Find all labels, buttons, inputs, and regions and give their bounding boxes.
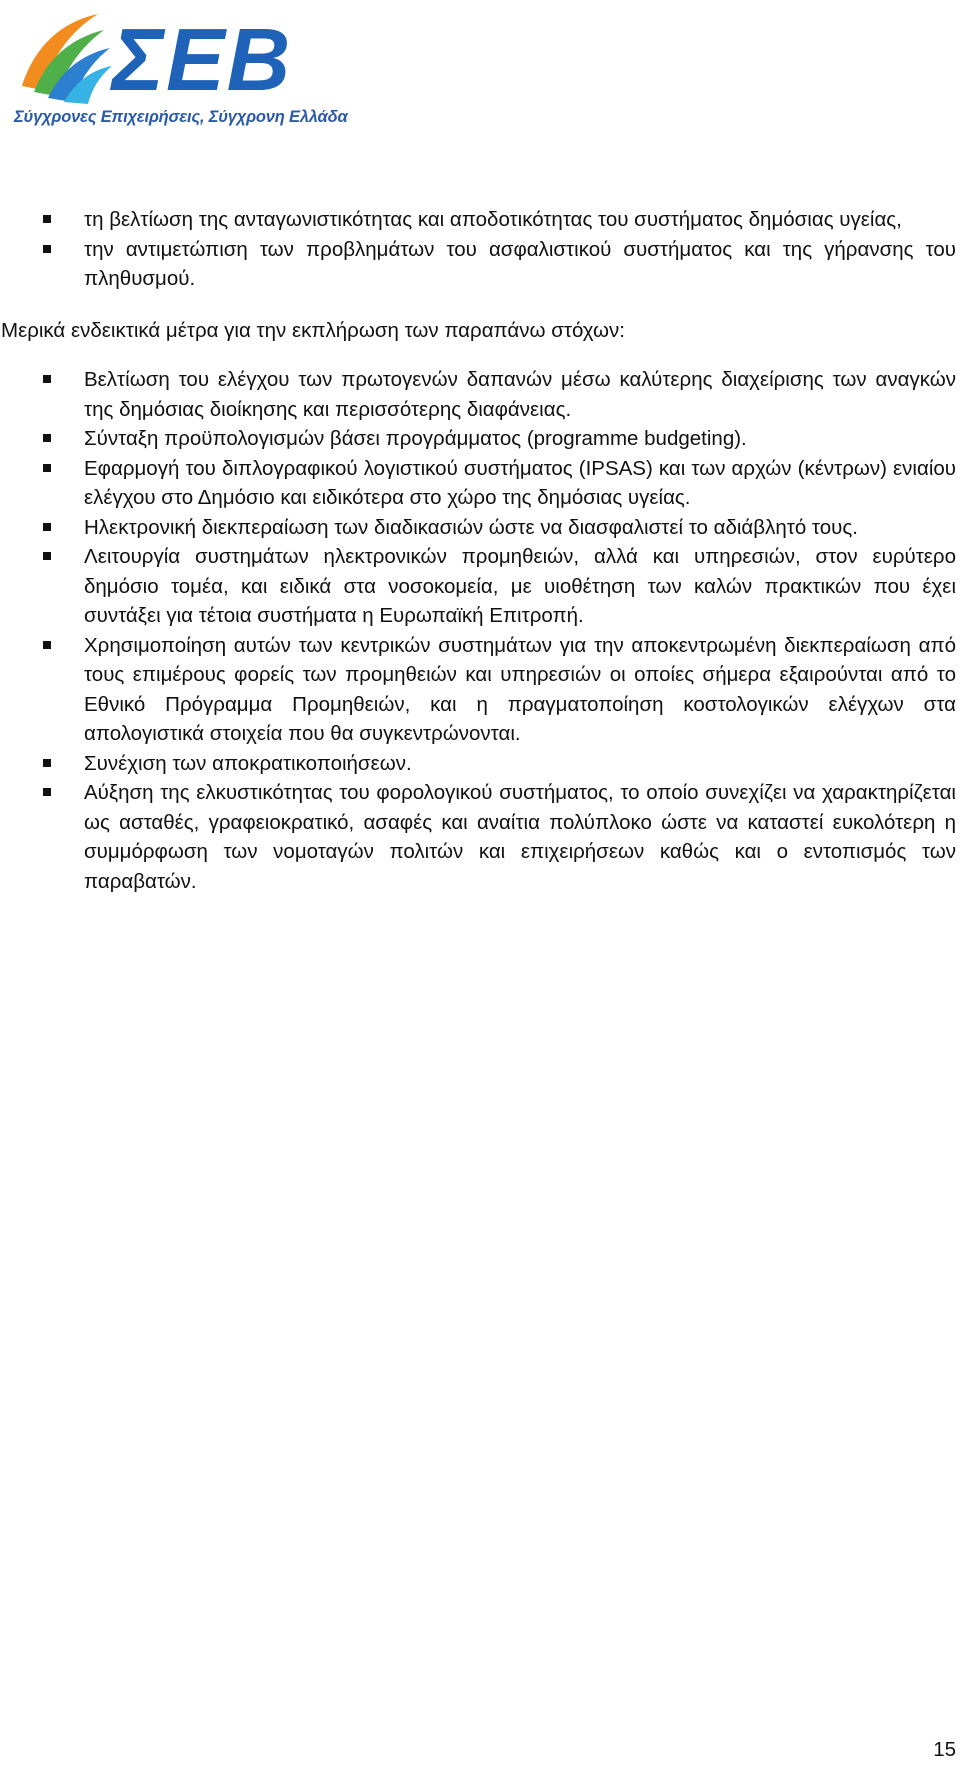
- list-item-text: Χρησιμοποίηση αυτών των κεντρικών συστημάτων για την αποκεντρωμένη διεκπεραίωση από τους επιμέρους φορείς των προμηθειών και υπηρεσιών οι οποίες σήμερα εξαιρούνται από το Εθνικό Πρόγραμμα Προμηθειών, και η πραγματοποίηση κοστολογικών ελέγχων στα απολογιστικά στοιχεία που θα συγκεντρώνονται.: [84, 633, 956, 745]
- sev-logo: [12, 8, 348, 130]
- list-item: [84, 205, 956, 235]
- list-item-text: Συνέχιση των αποκρατικοποιήσεων.: [84, 751, 412, 775]
- measures-list: [0, 365, 956, 896]
- goals-list: [0, 205, 956, 294]
- list-item: [84, 454, 956, 513]
- list-item-text: Λειτουργία συστημάτων ηλεκτρονικών προμηθειών, αλλά και υπηρεσιών, στον ευρύτερο δημόσιο τομέα, και ειδικά στα νοσοκομεία, με υιοθέτηση των καλών πρακτικών που έχει συντάξει για τέτοια συστήματα η Ευρωπαϊκή Επιτροπή.: [84, 545, 956, 627]
- square-bullet-icon: [43, 788, 51, 796]
- list-item: [84, 631, 956, 749]
- list-item: [84, 424, 956, 454]
- list-item: [84, 365, 956, 424]
- list-item-text: Ηλεκτρονική διεκπεραίωση των διαδικασιών ώστε να διασφαλιστεί το αδιάβλητό τους.: [84, 515, 858, 539]
- square-bullet-icon: [43, 464, 51, 472]
- list-item-text: Αύξηση της ελκυστικότητας του φορολογικού συστήματος, το οποίο συνεχίζει να χαρακτηρίζεται ως ασταθές, γραφειοκρατικό, ασαφές και αναίτια πολύπλοκο ώστε να καταστεί ευκολότερη η συμμόρφωση των νομοταγών πολιτών και επιχειρήσεων καθώς και ο εντοπισμός των παραβατών.: [84, 781, 956, 893]
- sev-logo-mark: [12, 8, 332, 108]
- logo-tagline: Σύγχρονες Επιχειρήσεις, Σύγχρονη Ελλάδα: [14, 108, 348, 126]
- square-bullet-icon: [43, 523, 51, 531]
- list-item-text: Σύνταξη προϋπολογισμών βάσει προγράμματος (programme budgeting).: [84, 427, 747, 450]
- square-bullet-icon: [43, 552, 51, 560]
- list-item: [84, 749, 956, 779]
- square-bullet-icon: [43, 434, 51, 442]
- list-item-text: τη βελτίωση της ανταγωνιστικότητας και αποδοτικότητας του συστήματος δημόσιας υγείας,: [84, 208, 902, 231]
- page-number: 15: [933, 1738, 956, 1761]
- square-bullet-icon: [43, 215, 51, 223]
- list-item-text: την αντιμετώπιση των προβλημάτων του ασφαλιστικού συστήματος και της γήρανσης του πληθυσμού.: [84, 237, 956, 290]
- list-item: [84, 235, 956, 294]
- logo-text: ΣΕΒ: [112, 10, 293, 108]
- list-item-text: Βελτίωση του ελέγχου των πρωτογενών δαπανών μέσω καλύτερης διαχείρισης των αναγκών της δημόσιας διοίκησης και περισσότερης διαφάνειας.: [84, 368, 956, 421]
- list-item-text: Εφαρμογή του διπλογραφικού λογιστικού συστήματος (IPSAS) και των αρχών (κέντρων) ενιαίου ελέγχου στο Δημόσιο και ειδικότερα στο χώρο της δημόσιας υγείας.: [84, 456, 956, 509]
- square-bullet-icon: [43, 375, 51, 383]
- list-item: [84, 778, 956, 896]
- square-bullet-icon: [43, 641, 51, 649]
- document-body: [0, 205, 956, 896]
- square-bullet-icon: [43, 759, 51, 767]
- square-bullet-icon: [43, 245, 51, 253]
- list-item: [84, 513, 956, 543]
- list-item: [84, 542, 956, 631]
- measures-intro: Μερικά ενδεικτικά μέτρα για την εκπλήρωση των παραπάνω στόχων:: [1, 318, 625, 342]
